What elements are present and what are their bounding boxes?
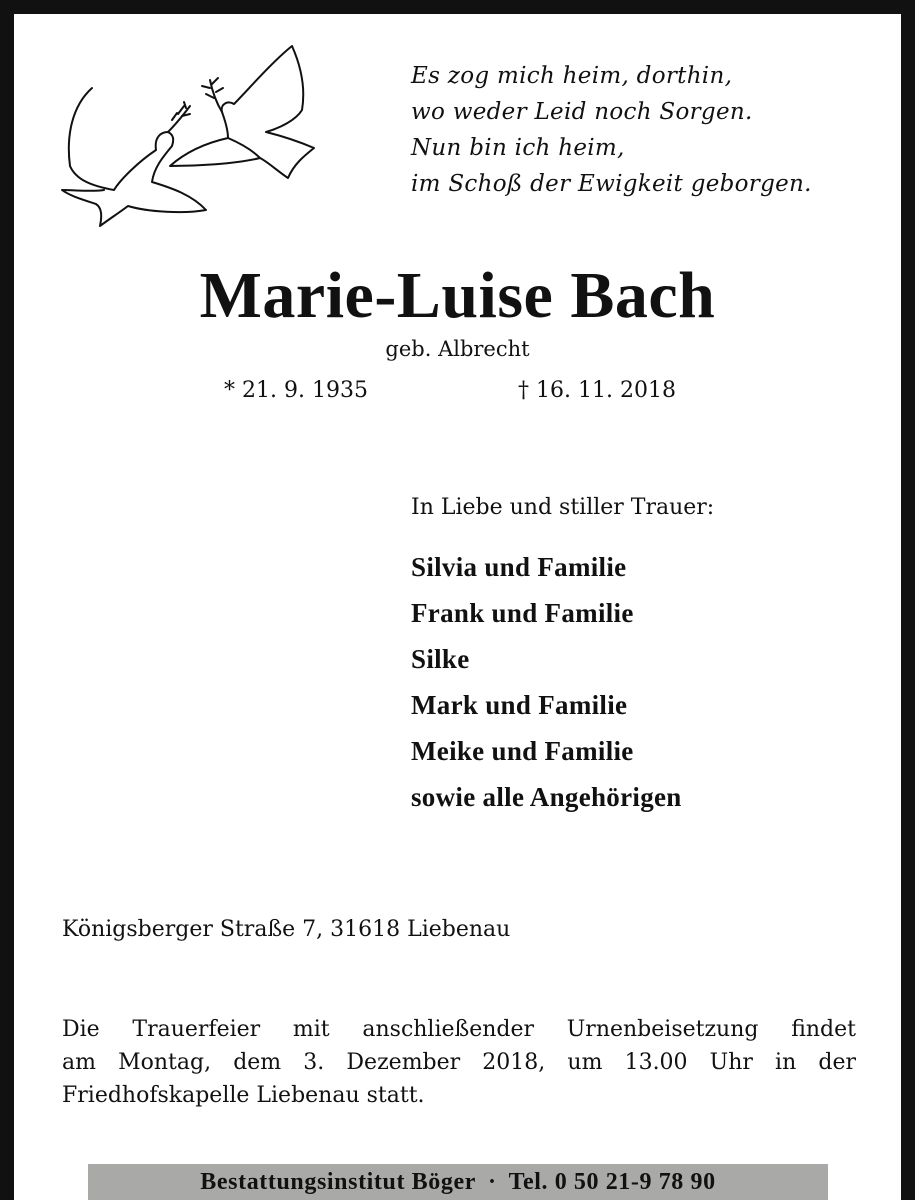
list-item: Silke: [411, 644, 470, 674]
verse: [411, 58, 881, 202]
birth-date: * 21. 9. 1935: [224, 378, 368, 403]
funeral-notice: [62, 1013, 856, 1112]
list-item: sowie alle Angehörigen: [411, 782, 682, 812]
verse-line: Es zog mich heim, dorthin,: [411, 63, 733, 89]
address: Königsberger Straße 7, 31618 Liebenau: [62, 917, 511, 942]
list-item: Frank und Familie: [411, 598, 634, 628]
list-item: Silvia und Familie: [411, 552, 627, 582]
list-item: Mark und Familie: [411, 690, 628, 720]
undertaker-phone: Tel. 0 50 21-9 78 90: [508, 1169, 716, 1195]
verse-line: im Schoß der Ewigkeit geborgen.: [411, 171, 812, 197]
verse-line: Nun bin ich heim,: [411, 135, 625, 161]
death-date: † 16. 11. 2018: [518, 378, 676, 403]
funeral-line: am Montag, dem 3. Dezember 2018, um 13.00 Uhr in der: [62, 1050, 856, 1075]
mourners-list: [411, 544, 682, 820]
mourning-intro: In Liebe und stiller Trauer:: [411, 495, 715, 520]
doves-icon: [56, 40, 326, 230]
deceased-name: Marie-Luise Bach: [199, 259, 716, 332]
undertaker-name: Bestattungsinstitut Böger: [200, 1169, 476, 1195]
footer-separator: ·: [487, 1169, 497, 1195]
list-item: Meike und Familie: [411, 736, 634, 766]
verse-line: wo weder Leid noch Sorgen.: [411, 99, 753, 125]
undertaker-footer: [88, 1164, 828, 1200]
funeral-line: Friedhofskapelle Liebenau statt.: [62, 1083, 425, 1108]
funeral-line: Die Trauerfeier mit anschließender Urnenbeisetzung findet: [62, 1017, 856, 1042]
maiden-name: geb. Albrecht: [385, 337, 530, 361]
